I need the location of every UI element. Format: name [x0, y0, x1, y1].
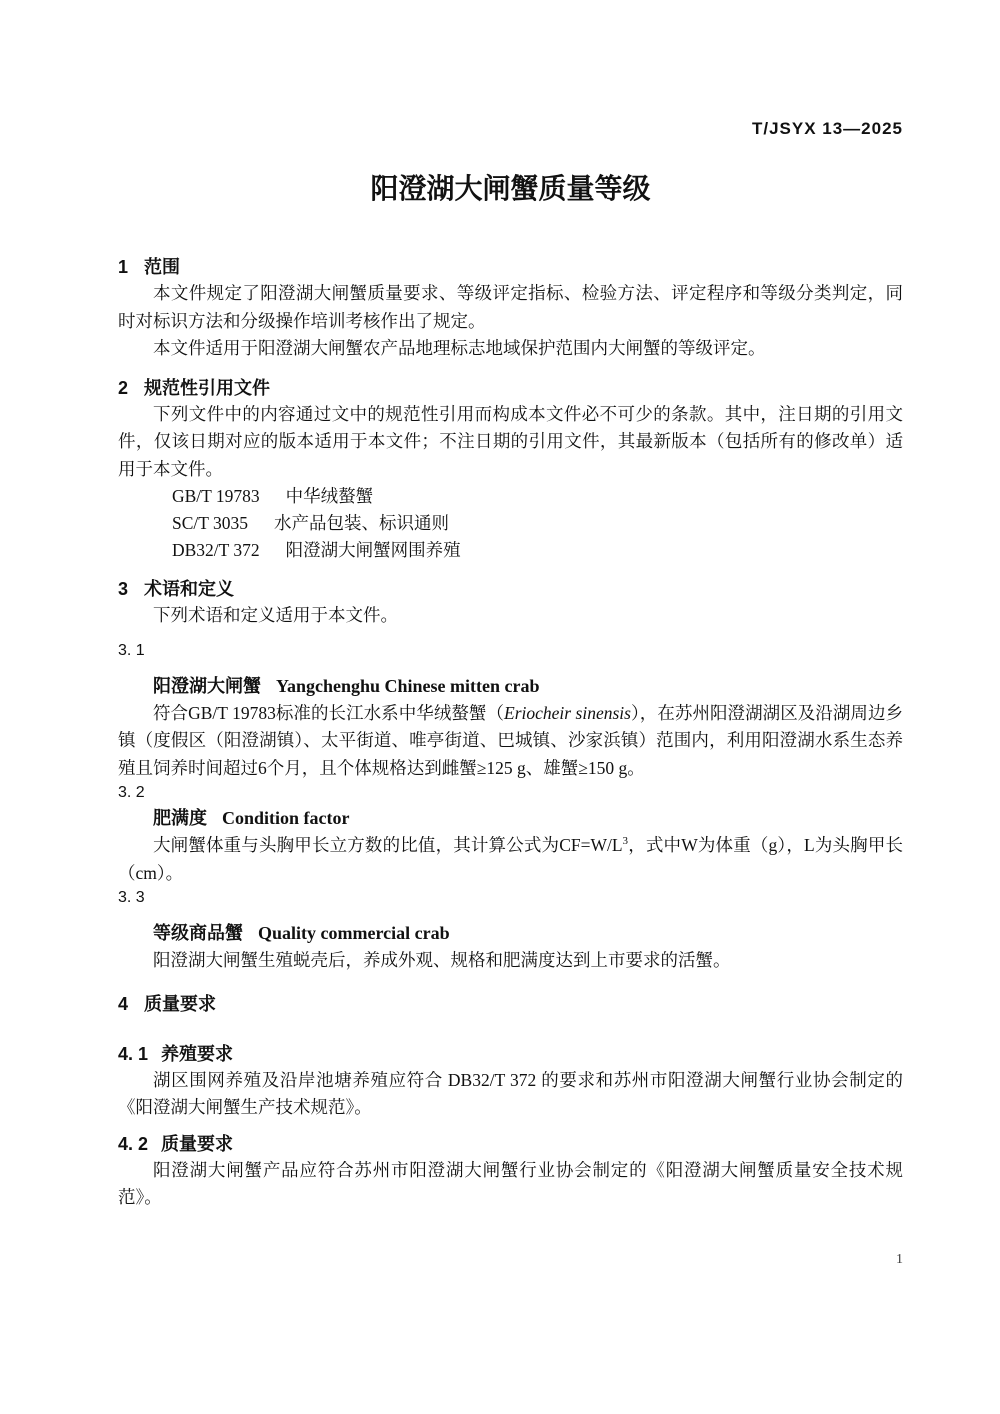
page-number: 1 [896, 1251, 903, 1267]
term-3-3-number: 3. 3 [118, 889, 145, 906]
section-4-label: 质量要求 [144, 993, 217, 1014]
term-3-3-zh: 等级商品蟹 [153, 923, 243, 943]
term-3-2-number: 3. 2 [118, 784, 145, 801]
section-4-2-label: 质量要求 [161, 1133, 234, 1154]
definition-text: 大闸蟹体重与头胸甲长立方数的比值，其计算公式为CF=W/L [153, 835, 623, 855]
term-3-3-en: Quality commercial crab [258, 923, 450, 943]
document-title: 阳澄湖大闸蟹质量等级 [370, 173, 651, 204]
term-3-1-number: 3. 1 [118, 641, 145, 659]
standard-number: T/JSYX 13—2025 [751, 119, 903, 138]
formula-superscript: 3 [622, 835, 629, 848]
reference-code: GB/T 19783 [172, 486, 260, 506]
reference-item [172, 537, 903, 564]
section-2-number: 2 [118, 377, 129, 398]
section-3-label: 术语和定义 [144, 579, 235, 599]
term-3-3-title [118, 919, 903, 947]
reference-title: 中华绒螯蟹 [285, 486, 374, 506]
term-3-2-en: Condition factor [222, 808, 350, 828]
reference-code: DB32/T 372 [172, 540, 260, 560]
farming-requirements-paragraph: 湖区围网养殖及沿岸池塘养殖应符合 DB32/T 372 的要求和苏州市阳澄湖大闸蟹行业协会制定的《阳澄湖大闸蟹生产技术规范》。 [118, 1069, 903, 1117]
reference-item [172, 483, 903, 510]
term-3-2-definition [118, 832, 903, 887]
section-4-1-label: 养殖要求 [161, 1043, 234, 1064]
normative-references-list [118, 483, 903, 564]
term-3-1-zh: 阳澄湖大闸蟹 [153, 675, 261, 696]
section-4-2-heading [118, 1131, 903, 1157]
definition-text: 符合GB/T 19783标准的长江水系中华绒螯蟹（ [153, 702, 505, 723]
term-3-1-en: Yangchenghu Chinese mitten crab [276, 675, 540, 696]
term-3-1-definition [118, 700, 903, 783]
section-4-1-number: 4. 1 [118, 1043, 149, 1064]
section-2-heading [118, 375, 903, 401]
section-4-heading [118, 991, 903, 1017]
section-1-number: 1 [118, 257, 129, 277]
section-3-number: 3 [118, 579, 129, 599]
term-3-1-title [118, 672, 903, 700]
section-4-1-heading [118, 1041, 903, 1067]
reference-code: SC/T 3035 [172, 513, 249, 533]
latin-species-name: Eriocheir sinensis [504, 702, 631, 723]
term-3-2-zh: 肥满度 [153, 808, 207, 828]
reference-title: 水产品包装、标识通则 [274, 513, 450, 533]
section-3-heading [118, 576, 903, 602]
scope-paragraph-1: 本文件规定了阳澄湖大闸蟹质量要求、等级评定指标、检验方法、评定程序和等级分类判定，同时对标识方法和分级操作培训考核作出了规定。 [118, 283, 903, 331]
term-3-2-title [118, 804, 903, 832]
section-1-heading [118, 254, 903, 280]
reference-title: 阳澄湖大闸蟹网围养殖 [285, 540, 461, 560]
term-3-3-definition: 阳澄湖大闸蟹生殖蜕壳后，养成外观、规格和肥满度达到上市要求的活蟹。 [153, 950, 731, 970]
definition-text: ，式中W为体重（g），L为头胸甲长（cm）。 [118, 835, 903, 883]
section-4-number: 4 [118, 993, 129, 1014]
section-4-2-number: 4. 2 [118, 1133, 149, 1154]
section-1-label: 范围 [144, 257, 181, 277]
normative-references-paragraph: 下列文件中的内容通过文中的规范性引用而构成本文件必不可少的条款。其中，注日期的引用文件，仅该日期对应的版本适用于本文件；不注日期的引用文件，其最新版本（包括所有的修改单）适用于本文件。 [118, 403, 903, 479]
section-2-label: 规范性引用文件 [144, 377, 271, 398]
definition-text: ），在苏州阳澄湖湖区及沿湖周边乡镇（度假区（阳澄湖镇）、太平街道、唯亭街道、巴城镇、沙家浜镇）范围内，利用阳澄湖水系生态养殖且饲养时间超过6个月，且个体规格达到雌蟹≥125 g、雄蟹≥150 g。 [118, 702, 904, 778]
quality-requirements-paragraph: 阳澄湖大闸蟹产品应符合苏州市阳澄湖大闸蟹行业协会制定的《阳澄湖大闸蟹质量安全技术规范》。 [118, 1159, 903, 1207]
terms-intro-paragraph: 下列术语和定义适用于本文件。 [153, 605, 398, 625]
scope-paragraph-2: 本文件适用于阳澄湖大闸蟹农产品地理标志地域保护范围内大闸蟹的等级评定。 [153, 338, 766, 358]
reference-item [172, 510, 903, 537]
